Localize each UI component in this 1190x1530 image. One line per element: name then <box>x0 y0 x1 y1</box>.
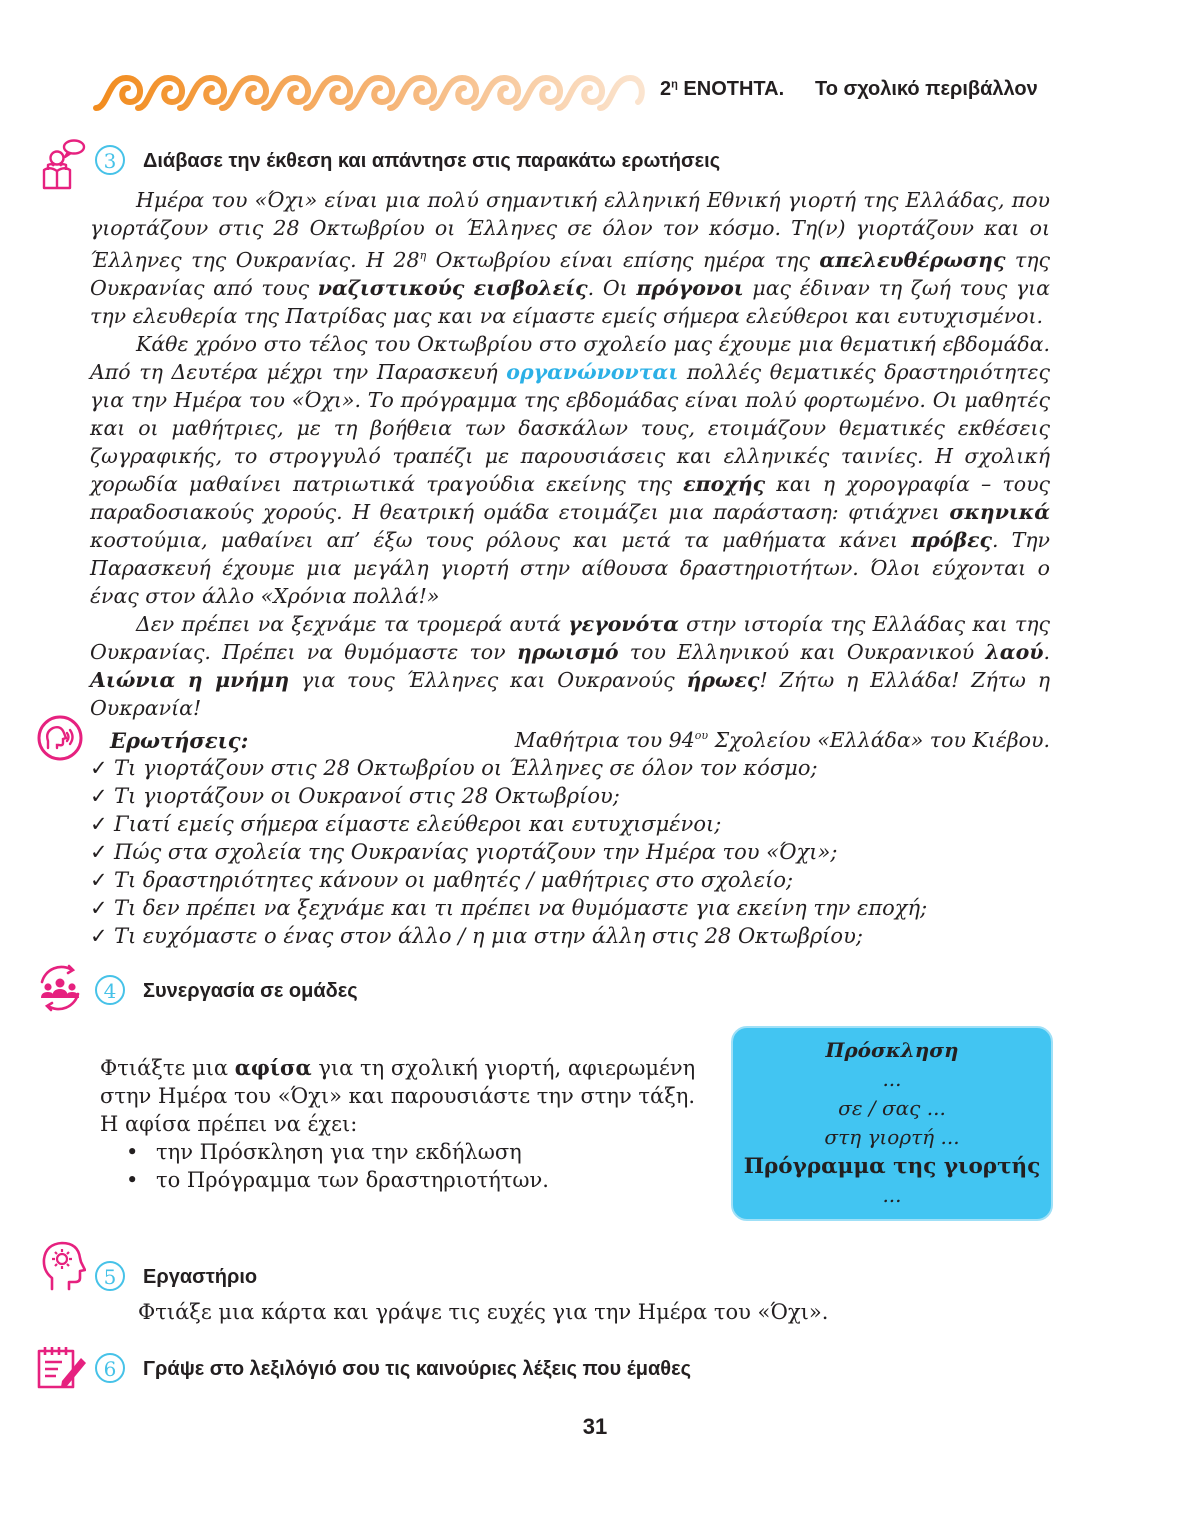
section-3-title: Διάβασε την έκθεση και απάντησε στις παρακάτω ερωτήσεις <box>143 150 721 172</box>
list-item: ✓ Γιατί εμείς σήμερα είμαστε ελεύθεροι και ευτυχισμένοι; <box>90 812 722 836</box>
meander-wave-decoration <box>90 72 650 116</box>
invitation-line: στη γιορτή ... <box>824 1125 960 1149</box>
section-number-6: 6 <box>95 1353 125 1383</box>
questions-list <box>90 754 1070 950</box>
section-number-4: 4 <box>95 975 125 1005</box>
list-item: ✓ Τι ευχόμαστε ο ένας στον άλλο / η μια στην άλλη στις 28 Οκτωβρίου; <box>90 924 863 948</box>
section-6-title: Γράψε στο λεξιλόγιό σου τις καινούριες λέξεις που έμαθες <box>143 1358 691 1380</box>
list-item: ✓ Τι δραστηριότητες κάνουν οι μαθητές / μαθήτριες στο σχολείο; <box>90 868 794 892</box>
essay-paragraph-2: Κάθε χρόνο στο τέλος του Οκτωβρίου στο σχολείο μας έχουμε μια θεματική εβδομάδα. Από τη Δευτέρα μέχρι την Παρασκευή οργανώνονται πολλές θεματικές δραστηριότητες για την Ημέρα του «Όχι». Το πρόγραμμα της εβδομάδας είναι πολύ φορτωμένο. Οι μαθητές και οι μαθήτριες, με τη βοήθεια των δασκάλων τους, ετοιμάζουν θεματικές εκθέσεις ζωγραφικής, το στρογγυλό τραπέζι με παρουσιάσεις και ελληνικές ταινίες. Η σχολική χορωδία μαθαίνει πατριωτικά τραγούδια εκείνης της εποχής και η χορογραφία – τους παραδοσιακούς χορούς. Η θεατρική ομάδα ετοιμάζει μια παράσταση: φτιάχνει σκηνικά κοστούμια, μαθαίνει απ’ έξω τους ρόλους και μετά τα μαθήματα κάνει πρόβες. Την Παρασκευή έχουμε μια μεγάλη γιορτή στην αίθουσα δραστηριοτήτων. Όλοι εύχονται ο ένας στον άλλο «Χρόνια πολλά!» <box>90 331 1051 608</box>
group-icon <box>32 962 88 1014</box>
unit-label: $2^\eta$ ΕΝΟΤΗΤΑ. <box>660 78 785 100</box>
invitation-card <box>731 1026 1053 1221</box>
essay-text <box>90 186 1050 754</box>
head-gear-icon <box>40 1240 86 1292</box>
page-number: 31 <box>582 1414 608 1439</box>
poster-task-text: Φτιάξτε μια αφίσα για τη σχολική γιορτή, αφιερωμένη στην Ημέρα του «Όχι» και παρουσιάστε την στην τάξη. Η αφίσα πρέπει να έχει: • την Πρόσκληση για την εκδήλωση • το Πρόγραμμα των δραστηριοτήτων. <box>100 1054 720 1194</box>
invitation-title: Πρόσκληση <box>825 1038 959 1062</box>
invitation-line: σε / σας ... <box>838 1096 946 1120</box>
poster-requirements-list <box>100 1138 720 1194</box>
essay-signature: Μαθήτρια του $94^{o\upsilon}$ Σχολείου «Ελλάδα» του Κιέβου. <box>514 727 1050 752</box>
notepad-pencil-icon <box>36 1345 88 1391</box>
card-task-text: Φτιάξε μια κάρτα και γράψε τις ευχές για την Ημέρα του «Όχι». <box>138 1300 829 1324</box>
essay-paragraph-3: Δεν πρέπει να ξεχνάμε τα τρομερά αυτά γεγονότα στην ιστορία της Ελλάδας και της Ουκρανίας. Πρέπει να θυμόμαστε τον ηρωισμό του Ελληνικού και Ουκρανικού λαού. Αιώνια η μνήμη για τους Έλληνες και Ουκρανούς ήρωες! Ζήτω η Ελλάδα! Ζήτω η Ουκρανία! <box>90 611 1050 720</box>
invitation-line: ... <box>882 1067 902 1091</box>
list-item: ✓ Τι δεν πρέπει να ξεχνάμε και τι πρέπει να θυμόμαστε για εκείνη την εποχή; <box>90 896 928 920</box>
list-item: ✓ Τι γιορτάζουν οι Ουκρανοί στις 28 Οκτωβρίου; <box>90 784 620 808</box>
essay-paragraph-1: Ημέρα του «Όχι» είναι μια πολύ σημαντική ελληνική Εθνική γιορτή της Ελλάδας, που γιορτάζουν στις 28 Οκτωβρίου οι Έλληνες σε όλον τον κόσμο. Τη(ν) γιορτάζουν και οι Έλληνες της Ουκρανίας. Η $28^\eta$ Οκτωβρίου είναι επίσης ημέρα της απελευθέρωσης της Ουκρανίας από τους ναζιστικούς εισβολείς. Οι πρόγονοι μας έδιναν τη ζωή τους για την ελευθερία της Πατρίδας μας και να είμαστε εμείς σήμερα ελεύθεροι και ευτυχισμένοι. <box>90 188 1050 328</box>
reading-child-icon <box>38 138 88 190</box>
section-5-title: Εργαστήριο <box>143 1266 258 1288</box>
questions-title: Ερωτήσεις: <box>110 728 249 753</box>
invitation-line: ... <box>882 1183 902 1207</box>
list-item: ✓ Τι γιορτάζουν στις 28 Οκτωβρίου οι Έλληνες σε όλον τον κόσμο; <box>90 756 818 780</box>
program-title: Πρόγραμμα της γιορτής <box>743 1154 1041 1179</box>
list-item: ✓ Πώς στα σχολεία της Ουκρανίας γιορτάζουν την Ημέρα του «Όχι»; <box>90 840 838 864</box>
section-number-5: 5 <box>95 1261 125 1291</box>
speaking-head-icon <box>36 714 84 762</box>
section-number-3: 3 <box>95 145 125 175</box>
unit-title: Το σχολικό περιβάλλον <box>815 78 1038 100</box>
section-4-title: Συνεργασία σε ομάδες <box>143 980 358 1002</box>
list-item: • το Πρόγραμμα των δραστηριοτήτων. <box>130 1166 720 1194</box>
list-item: • την Πρόσκληση για την εκδήλωση <box>130 1138 720 1166</box>
